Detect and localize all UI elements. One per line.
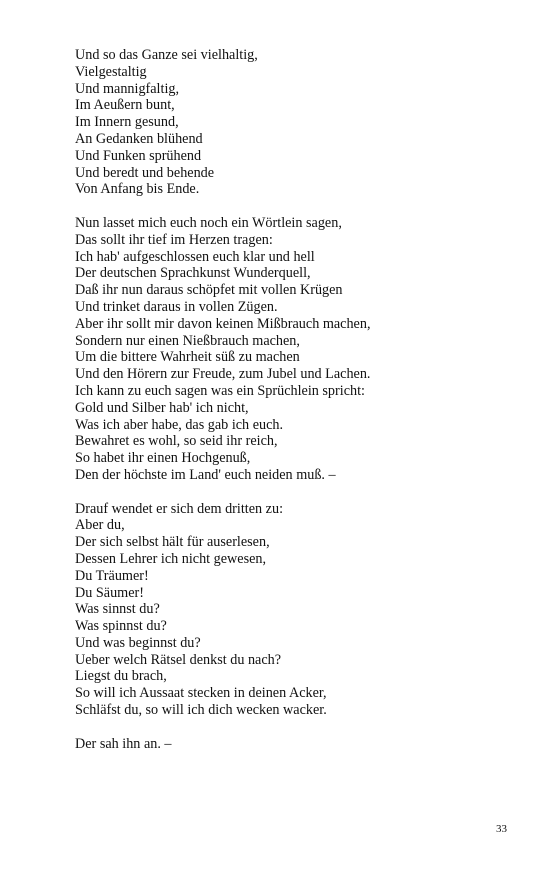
verse-line: Drauf wendet er sich dem dritten zu: <box>75 500 284 517</box>
verse-line: Das sollt ihr tief im Herzen tragen: <box>75 231 273 248</box>
verse-line: Von Anfang bis Ende. <box>75 181 200 198</box>
verse-line: Und Funken sprühend <box>75 147 202 164</box>
verse-line: Und beredt und behende <box>75 164 215 181</box>
verse-line: Liegst du brach, <box>75 668 167 685</box>
verse-line: Was sinnst du? <box>75 601 160 618</box>
verse-line: Aber du, <box>75 517 125 534</box>
stanza <box>75 215 515 484</box>
verse-line: Daß ihr nun daraus schöpfet mit vollen Krügen <box>75 282 343 299</box>
verse-line: Ueber welch Rätsel denkst du nach? <box>75 651 282 668</box>
verse-line: Ich kann zu euch sagen was ein Sprüchlein spricht: <box>75 382 365 399</box>
verse-line: Bewahret es wohl, so seid ihr reich, <box>75 433 278 450</box>
verse-line: Gold und Silber hab' ich nicht, <box>75 399 249 416</box>
verse-line: Aber ihr sollt mir davon keinen Mißbrauch machen, <box>75 315 371 332</box>
page-number: 33 <box>496 823 507 835</box>
verse-line: Der deutschen Sprachkunst Wunderquell, <box>75 265 311 282</box>
stanza <box>75 47 515 198</box>
verse-line: An Gedanken blühend <box>75 130 203 147</box>
verse-line: Den der höchste im Land' euch neiden muß. – <box>75 466 336 483</box>
verse-line: Und den Hörern zur Freude, zum Jubel und Lachen. <box>75 366 371 383</box>
verse-line: Dessen Lehrer ich nicht gewesen, <box>75 550 267 567</box>
verse-line: Und mannigfaltig, <box>75 80 180 97</box>
poem-text <box>75 47 515 769</box>
verse-line: So will ich Aussaat stecken in deinen Acker, <box>75 685 327 702</box>
verse-line: Sondern nur einen Nießbrauch machen, <box>75 332 300 349</box>
verse-line: So habet ihr einen Hochgenuß, <box>75 450 251 467</box>
verse-line: Im Aeußern bunt, <box>75 97 175 114</box>
stanza <box>75 501 515 719</box>
verse-line: Schläfst du, so will ich dich wecken wacker. <box>75 702 327 719</box>
verse-line: Nun lasset mich euch noch ein Wörtlein sagen, <box>75 214 342 231</box>
stanza <box>75 736 515 753</box>
verse-line: Der sich selbst hält für auserlesen, <box>75 534 270 551</box>
verse-line: Um die bittere Wahrheit süß zu machen <box>75 349 300 366</box>
verse-line: Vielgestaltig <box>75 63 147 80</box>
verse-line: Und was beginnst du? <box>75 634 201 651</box>
verse-line: Was spinnst du? <box>75 618 167 635</box>
verse-line: Im Innern gesund, <box>75 114 179 131</box>
verse-line: Der sah ihn an. – <box>75 735 172 752</box>
verse-line: Ich hab' aufgeschlossen euch klar und hell <box>75 248 315 265</box>
verse-line: Und so das Ganze sei vielhaltig, <box>75 47 258 63</box>
verse-line: Was ich aber habe, das gab ich euch. <box>75 416 284 433</box>
verse-line: Du Träumer! <box>75 567 149 584</box>
verse-line: Du Säumer! <box>75 584 144 601</box>
verse-line: Und trinket daraus in vollen Zügen. <box>75 298 278 315</box>
